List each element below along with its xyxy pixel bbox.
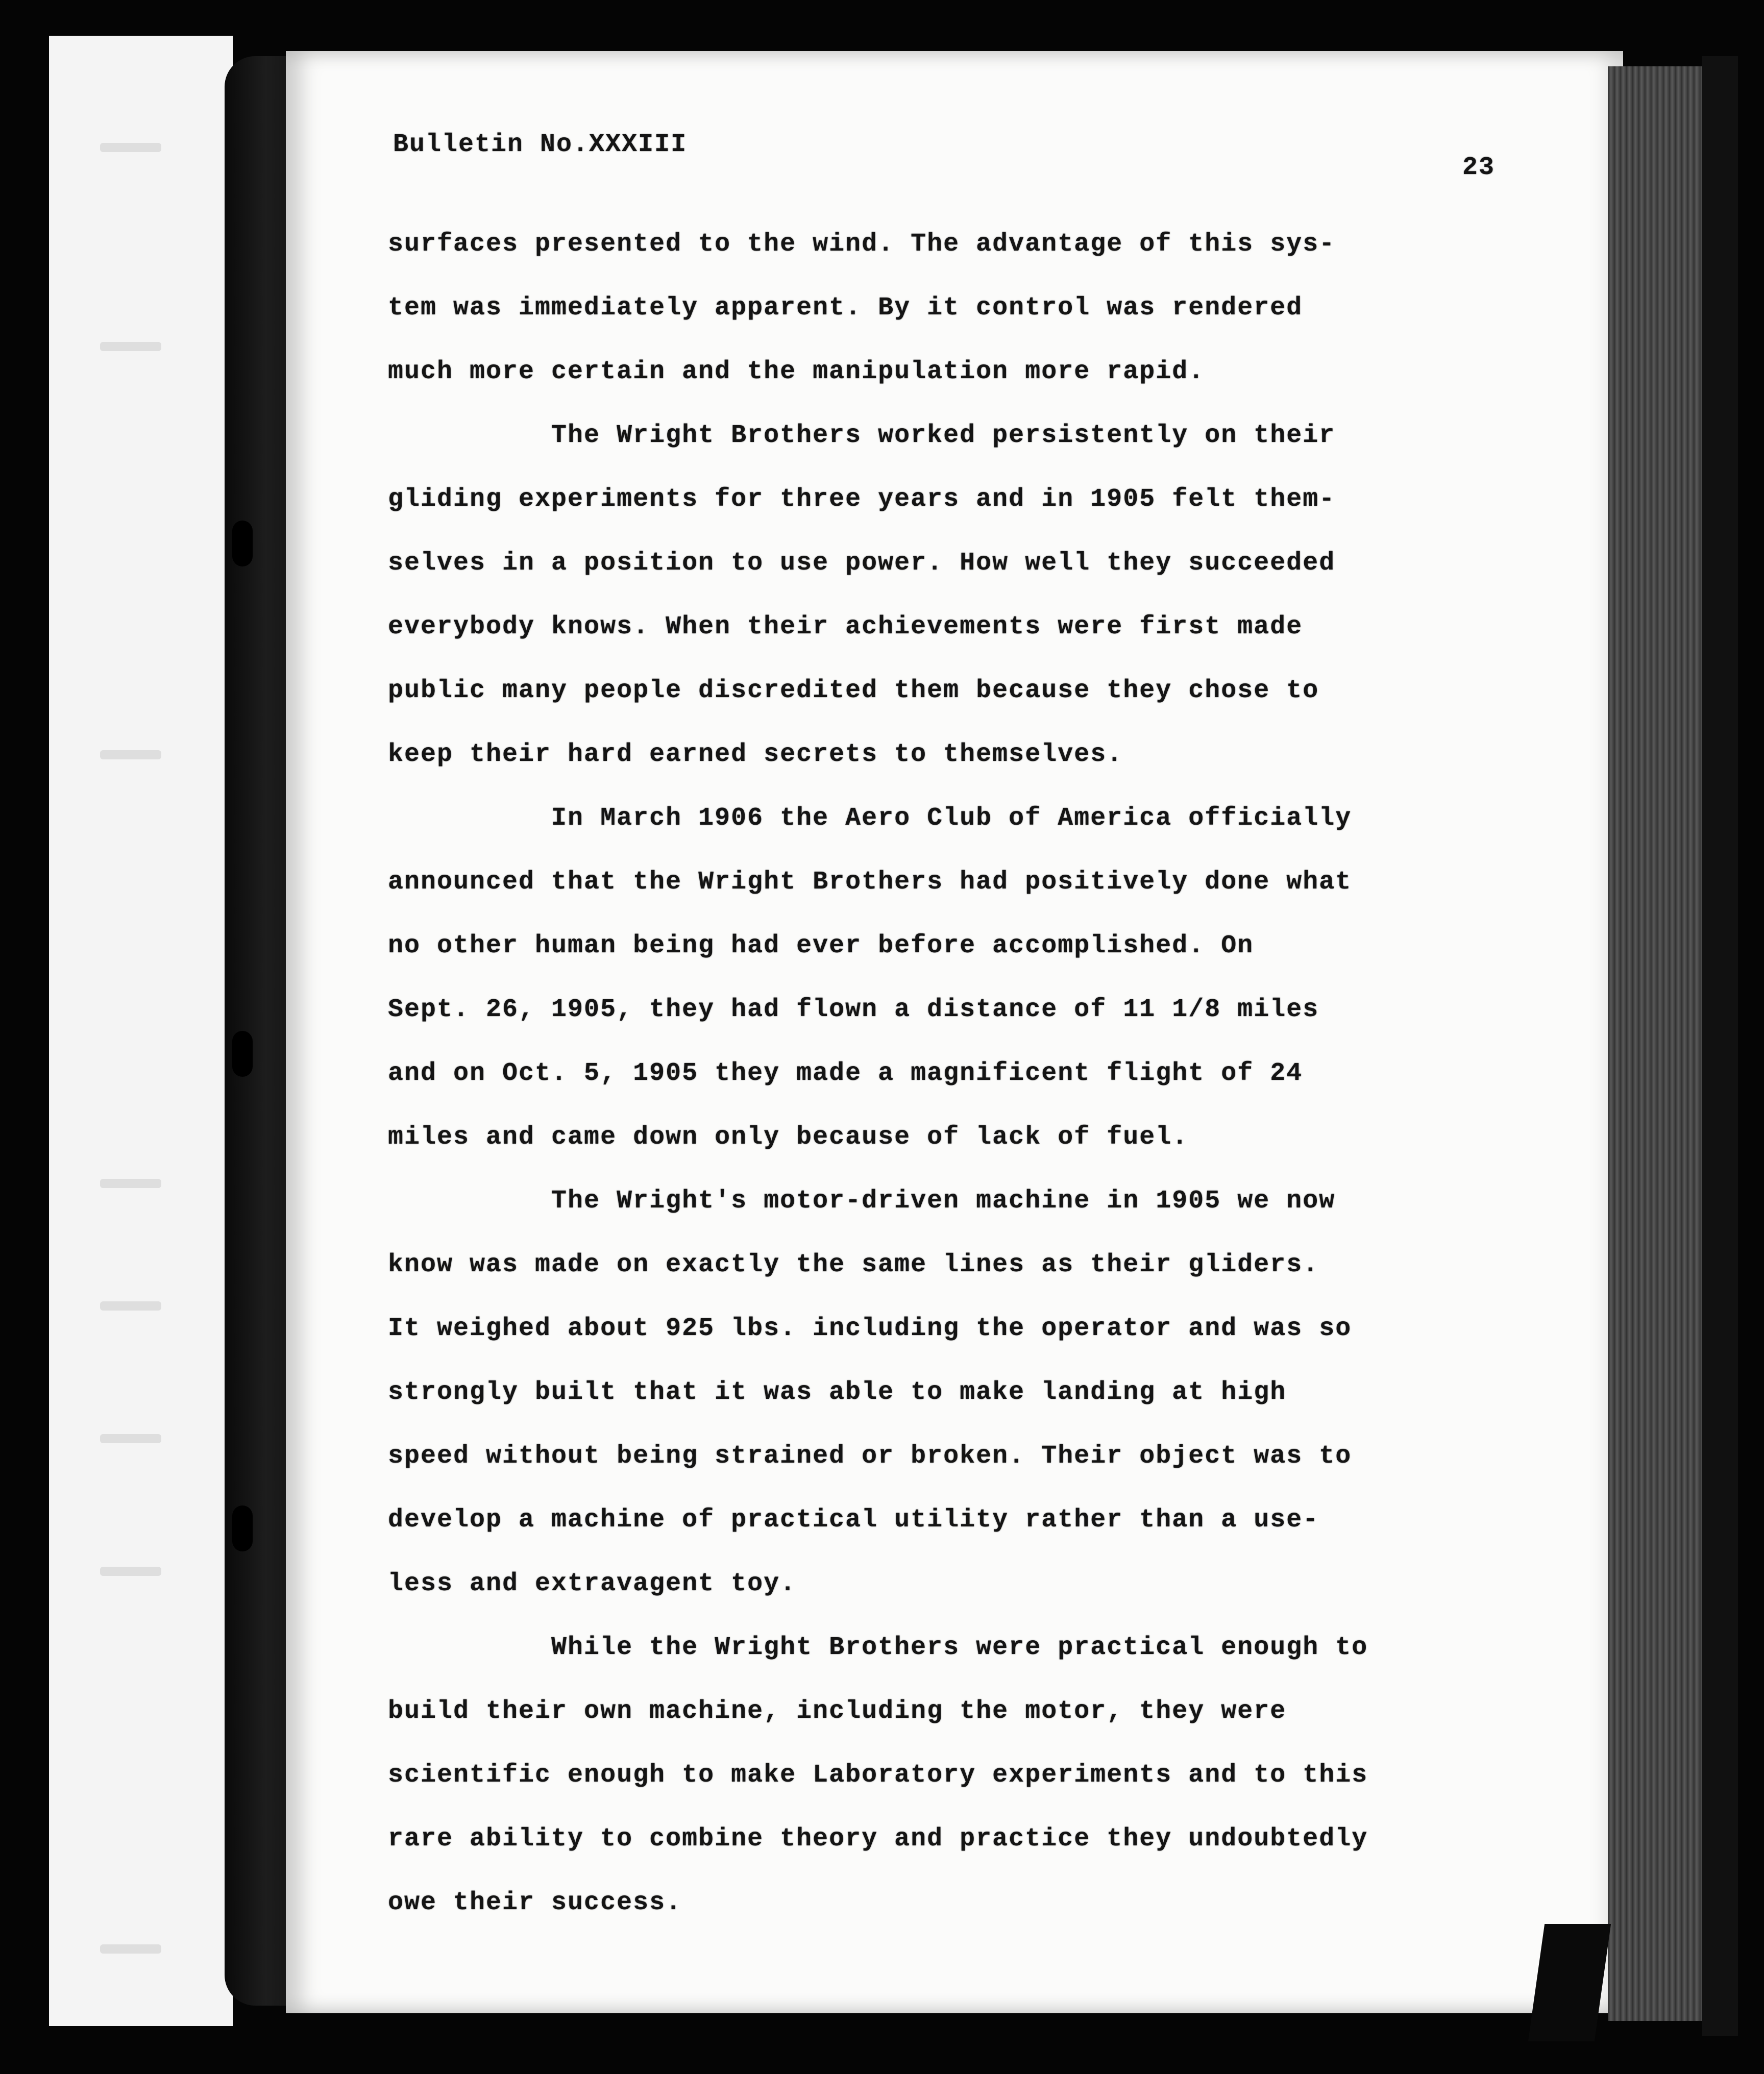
bulletin-header: Bulletin No.XXXIII — [393, 130, 688, 159]
body-text-line: and on Oct. 5, 1905 they made a magnificent flight of 24 — [388, 1059, 1303, 1088]
body-text-line: gliding experiments for three years and in 1905 felt them- — [388, 485, 1336, 514]
body-text-line: develop a machine of practical utility rather than a use- — [388, 1505, 1319, 1535]
body-text-line: keep their hard earned secrets to themselves. — [388, 740, 1123, 769]
bleed-through-mark — [100, 750, 161, 759]
body-text-line: owe their success. — [388, 1888, 682, 1917]
body-text-line: speed without being strained or broken. Their object was to — [388, 1442, 1352, 1471]
body-text-line: announced that the Wright Brothers had positively done what — [388, 868, 1352, 897]
body-text-line: tem was immediately apparent. By it control was rendered — [388, 293, 1303, 323]
body-text-line: miles and came down only because of lack of fuel. — [388, 1123, 1189, 1152]
body-text-line: It weighed about 925 lbs. including the operator and was so — [388, 1314, 1352, 1343]
binding-stitch — [232, 1031, 253, 1077]
body-text-line: While the Wright Brothers were practical enough to — [388, 1633, 1368, 1662]
body-text-line: build their own machine, including the motor, they were — [388, 1697, 1287, 1726]
body-text-line: The Wright Brothers worked persistently on their — [388, 421, 1336, 450]
page-block-edge — [1608, 66, 1702, 2021]
body-text-line: public many people discredited them because they chose to — [388, 676, 1319, 705]
body-text-line: less and extravagent toy. — [388, 1569, 797, 1598]
facing-page — [49, 36, 233, 2026]
bleed-through-mark — [100, 1944, 161, 1954]
body-text-line: strongly built that it was able to make landing at high — [388, 1378, 1287, 1407]
body-text-line: scientific enough to make Laboratory experiments and to this — [388, 1761, 1368, 1790]
body-text-line: The Wright's motor-driven machine in 1905 we now — [388, 1187, 1336, 1216]
bleed-through-mark — [100, 1301, 161, 1311]
bleed-through-mark — [100, 1567, 161, 1576]
body-text-line: no other human being had ever before accomplished. On — [388, 931, 1254, 960]
binding-stitch — [232, 521, 253, 566]
bleed-through-mark — [100, 1179, 161, 1188]
body-text-line: selves in a position to use power. How well they succeeded — [388, 549, 1336, 578]
body-text-line: Sept. 26, 1905, they had flown a distance of 11 1/8 miles — [388, 995, 1319, 1024]
book-cover-edge — [1702, 56, 1738, 2036]
page-number: 23 — [1462, 153, 1496, 182]
body-text-line: In March 1906 the Aero Club of America officially — [388, 804, 1352, 833]
body-text-line: rare ability to combine theory and practice they undoubtedly — [388, 1824, 1368, 1854]
bleed-through-mark — [100, 1434, 161, 1443]
body-text-line: surfaces presented to the wind. The advantage of this sys- — [388, 230, 1336, 259]
bleed-through-mark — [100, 143, 161, 152]
body-text-line: much more certain and the manipulation more rapid. — [388, 357, 1205, 386]
bleed-through-mark — [100, 342, 161, 351]
binding-stitch — [232, 1505, 253, 1551]
body-text-line: know was made on exactly the same lines as their gliders. — [388, 1250, 1319, 1279]
body-text-line: everybody knows. When their achievements were first made — [388, 612, 1303, 641]
